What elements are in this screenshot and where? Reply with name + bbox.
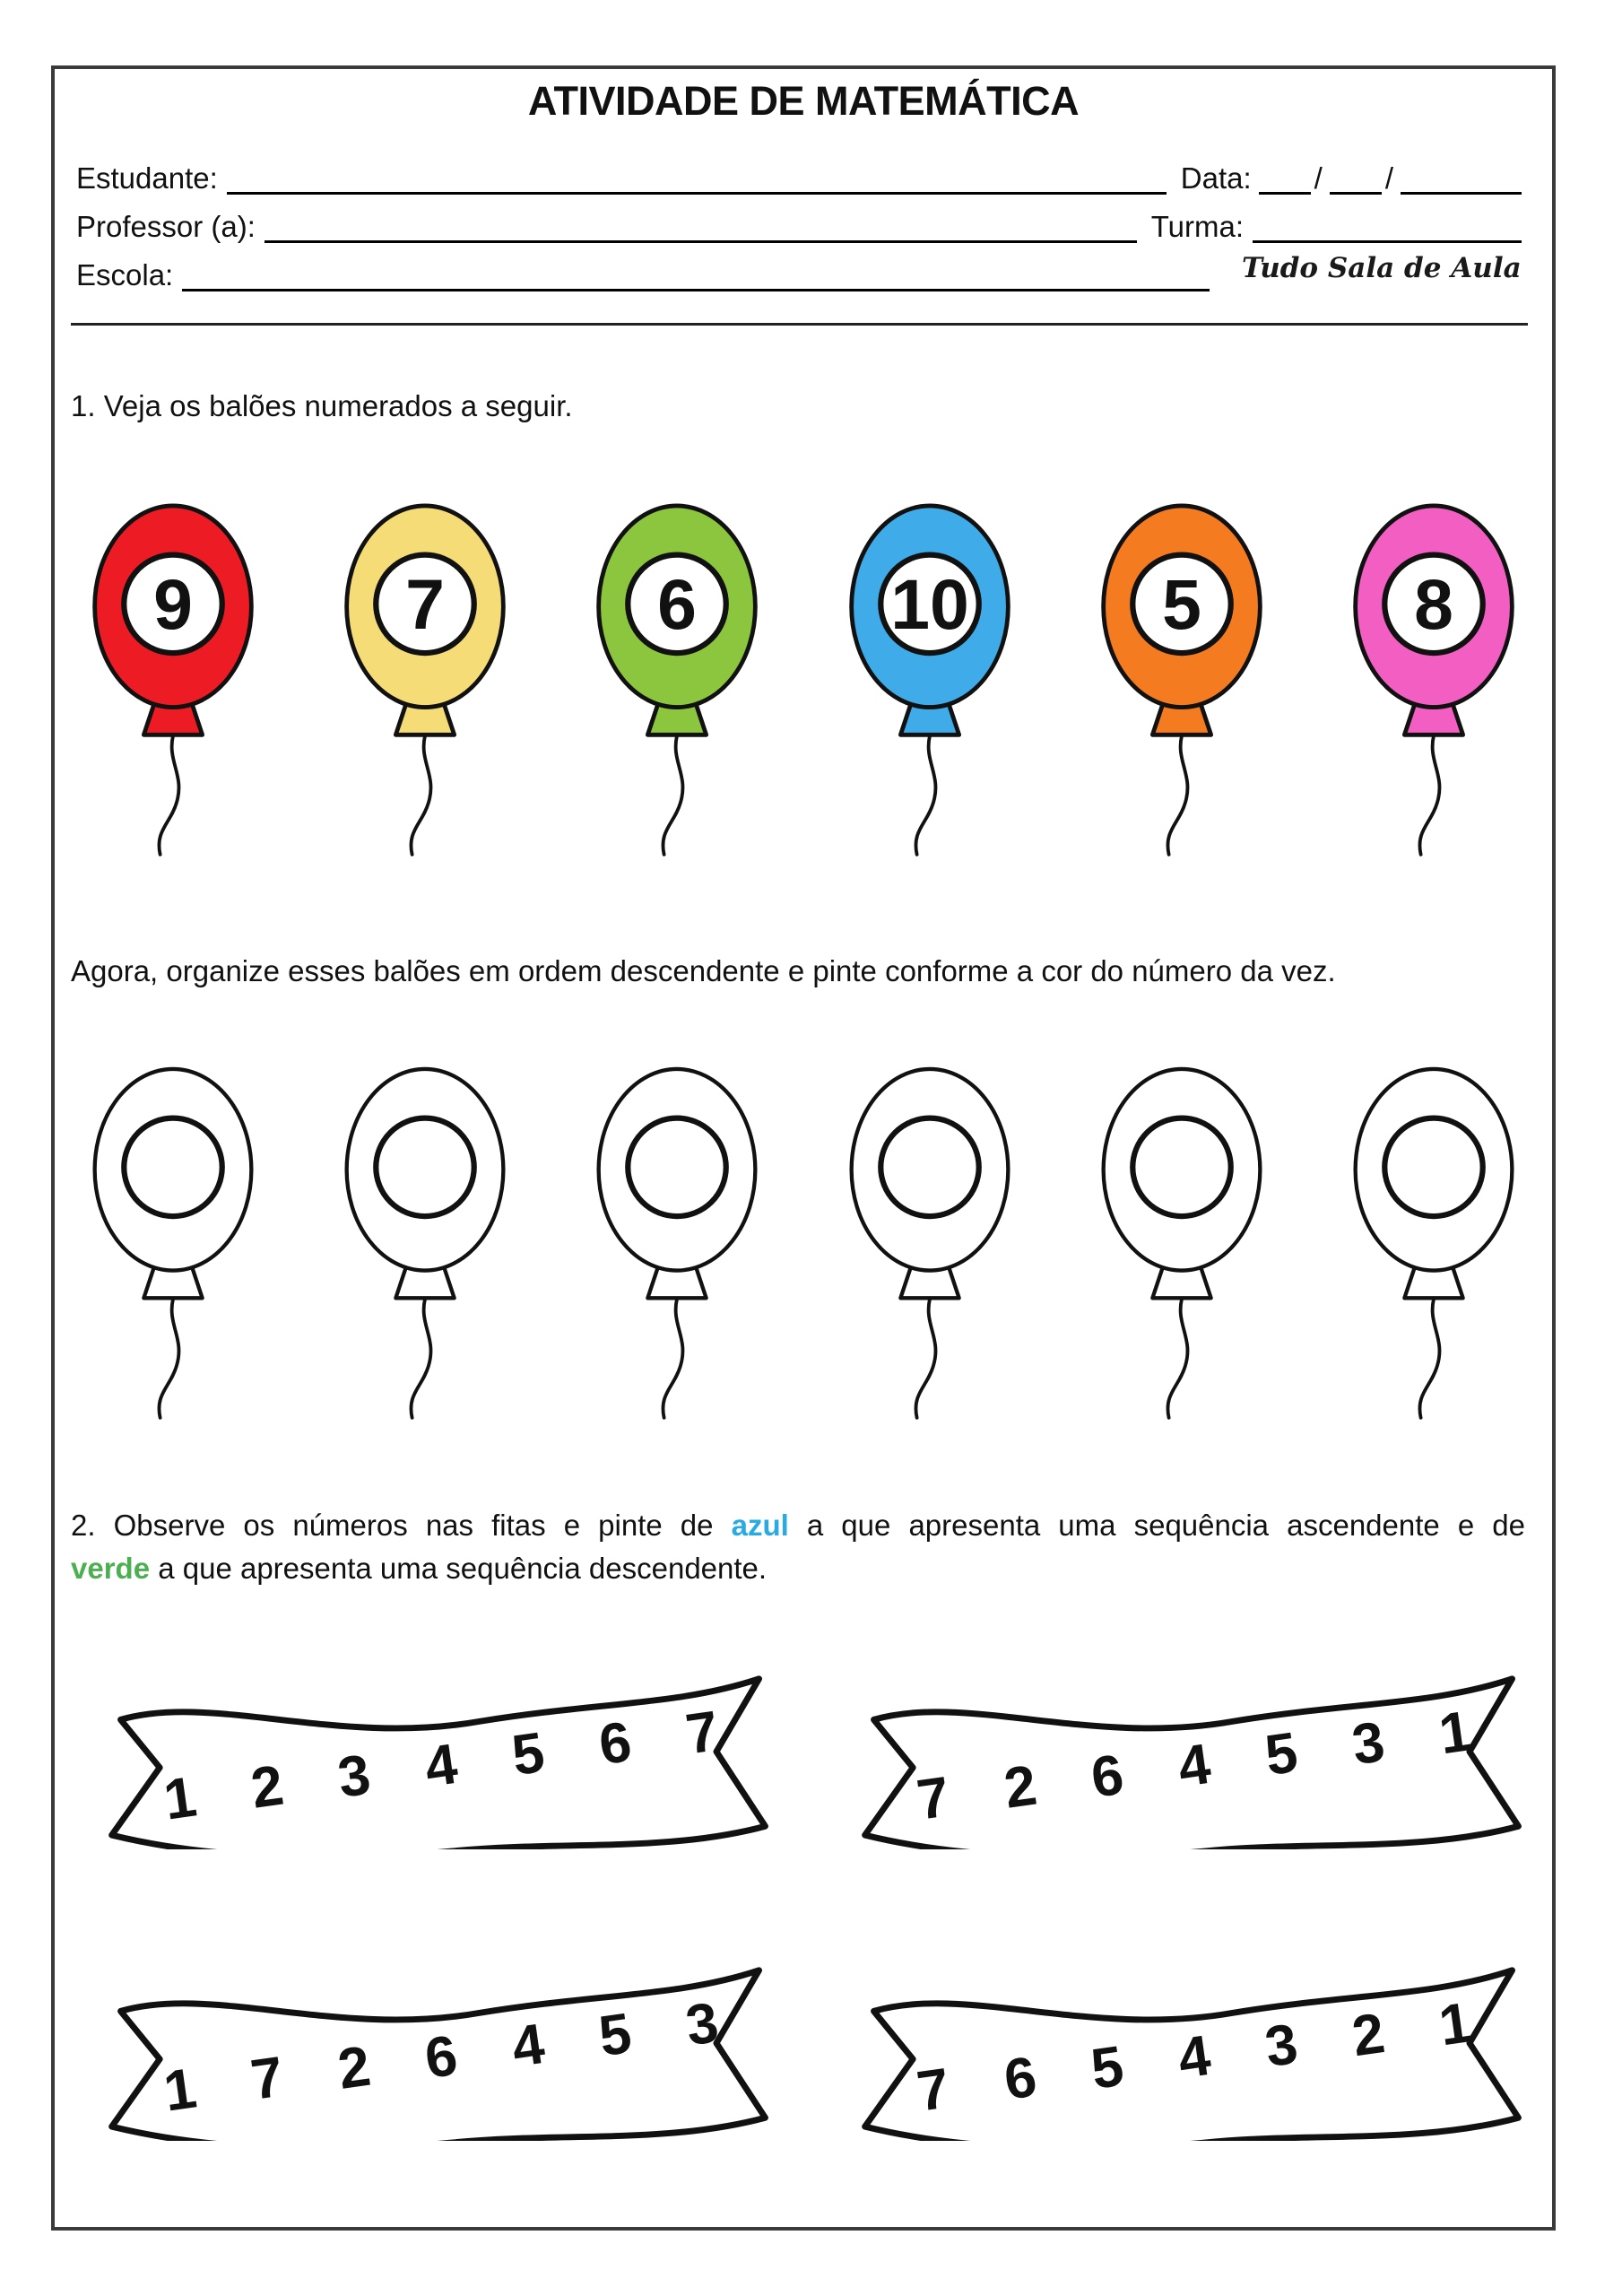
balloon-number: 9 — [153, 565, 193, 645]
balloon-string — [915, 1299, 935, 1417]
ribbon-digit: 6 — [421, 2023, 462, 2091]
number-circle[interactable] — [1132, 1118, 1230, 1216]
class-field[interactable] — [1253, 231, 1522, 243]
ribbon-digit: 2 — [247, 1753, 288, 1821]
ribbon-digit: 5 — [594, 2002, 636, 2069]
question1b-text: Agora, organize esses balões em ordem descendente e pinte conforme a cor do número da vez. — [71, 954, 1336, 987]
balloon-number: 10 — [889, 565, 969, 645]
date-day-field[interactable] — [1259, 183, 1311, 195]
balloon-string — [159, 735, 178, 854]
school-label: Escola: — [76, 257, 174, 291]
ribbon-mixed-1[interactable] — [833, 1661, 1561, 1849]
ribbon-digit: 2 — [1348, 2002, 1389, 2069]
teacher-label: Professor (a): — [76, 209, 256, 243]
balloon-string — [1419, 735, 1439, 854]
blank-balloon[interactable] — [1096, 1065, 1268, 1437]
ribbon-digit: 5 — [1261, 1720, 1302, 1788]
question2-line2 — [71, 1547, 1525, 1590]
colored-balloon-row — [55, 501, 1552, 874]
blank-balloon-row — [55, 1065, 1552, 1437]
worksheet-page — [51, 65, 1556, 2231]
date-year-field[interactable] — [1401, 183, 1522, 195]
green-word: verde — [71, 1552, 151, 1585]
ribbon-digit: 1 — [1435, 1700, 1476, 1767]
question1-text: 1. Veja os balões numerados a seguir. — [71, 389, 573, 422]
balloon-number: 7 — [405, 565, 446, 645]
balloon-string — [159, 1299, 178, 1417]
teacher-class-row — [55, 195, 1552, 243]
question2-line1 — [71, 1504, 1525, 1547]
student-field[interactable] — [227, 183, 1167, 195]
student-label: Estudante: — [76, 161, 218, 195]
balloon-string — [1167, 735, 1187, 854]
date-month-field[interactable] — [1330, 183, 1382, 195]
ribbon-digit: 7 — [913, 2057, 954, 2124]
ribbon-ascending[interactable] — [80, 1661, 808, 1849]
balloon-pink-8 — [1348, 501, 1520, 874]
date-label: Data: — [1180, 161, 1252, 195]
question2-part2: a que apresenta uma sequência ascendente e de — [788, 1509, 1525, 1542]
page-title: ATIVIDADE DE MATEMÁTICA — [527, 78, 1080, 124]
number-circle[interactable] — [880, 1118, 978, 1216]
balloon-orange-5 — [1096, 501, 1268, 874]
number-circle[interactable] — [1384, 1118, 1482, 1216]
ribbon-descending[interactable] — [833, 1952, 1561, 2141]
balloon-string — [412, 1299, 431, 1417]
balloon-string — [1419, 1299, 1439, 1417]
ribbon-digit: 4 — [1174, 1732, 1215, 1799]
ribbon-digit: 7 — [913, 1765, 954, 1832]
balloon-red-9 — [87, 501, 259, 874]
ribbon-digit: 3 — [1348, 1710, 1389, 1778]
number-circle[interactable] — [124, 1118, 221, 1216]
ribbon-digit: 7 — [247, 2045, 288, 2112]
brand-logo-text: Tudo Sala de Aula — [1242, 252, 1522, 284]
ribbon-digit: 6 — [1087, 1743, 1128, 1810]
question2-text — [55, 1504, 1552, 1590]
ribbon-digit: 1 — [1435, 1991, 1476, 2058]
balloon-green-6 — [591, 501, 763, 874]
ribbon-digit: 3 — [681, 1991, 723, 2058]
ribbon-digit: 1 — [160, 2057, 201, 2124]
blue-word: azul — [731, 1509, 789, 1542]
balloon-string — [664, 735, 683, 854]
blank-balloon[interactable] — [844, 1065, 1016, 1437]
balloon-number: 5 — [1161, 565, 1201, 645]
header-divider — [71, 323, 1528, 326]
blank-balloon[interactable] — [591, 1065, 763, 1437]
ribbon-digit: 6 — [594, 1710, 636, 1778]
blank-balloon[interactable] — [1348, 1065, 1520, 1437]
ribbon-digit: 4 — [507, 2012, 549, 2080]
date-slash: / — [1314, 161, 1323, 195]
school-field[interactable] — [182, 280, 1210, 291]
student-date-row — [55, 146, 1552, 195]
ribbon-digit: 7 — [681, 1700, 723, 1767]
ribbon-mixed-2[interactable] — [80, 1952, 808, 2141]
ribbon-digit: 5 — [507, 1720, 549, 1788]
question2-part1: 2. Observe os números nas fitas e pinte de — [71, 1509, 732, 1542]
brand-logo — [1236, 245, 1522, 291]
ribbon-digit: 3 — [1261, 2012, 1302, 2080]
balloon-string — [915, 735, 935, 854]
ribbon-digit: 5 — [1087, 2034, 1128, 2101]
ribbon-digit: 1 — [160, 1765, 201, 1832]
balloon-yellow-7 — [339, 501, 511, 874]
balloon-string — [664, 1299, 683, 1417]
ribbon-digit: 4 — [1174, 2023, 1215, 2091]
date-slash: / — [1384, 161, 1393, 195]
balloon-number: 6 — [657, 565, 698, 645]
ribbon-digit: 2 — [334, 2034, 375, 2101]
ribbon-digit: 6 — [1000, 2045, 1041, 2112]
ribbon-digit: 3 — [334, 1743, 375, 1810]
balloon-blue-10 — [844, 501, 1016, 874]
number-circle[interactable] — [629, 1118, 726, 1216]
teacher-field[interactable] — [265, 231, 1137, 243]
blank-balloon[interactable] — [87, 1065, 259, 1437]
balloon-string — [1167, 1299, 1187, 1417]
class-label: Turma: — [1150, 209, 1244, 243]
ribbon-digit: 2 — [1000, 1753, 1041, 1821]
balloon-string — [412, 735, 431, 854]
blank-balloon[interactable] — [339, 1065, 511, 1437]
balloon-number: 8 — [1414, 565, 1453, 645]
number-circle[interactable] — [376, 1118, 473, 1216]
question2-part3: a que apresenta uma sequência descendente. — [150, 1552, 768, 1585]
ribbon-digit: 4 — [421, 1732, 462, 1799]
